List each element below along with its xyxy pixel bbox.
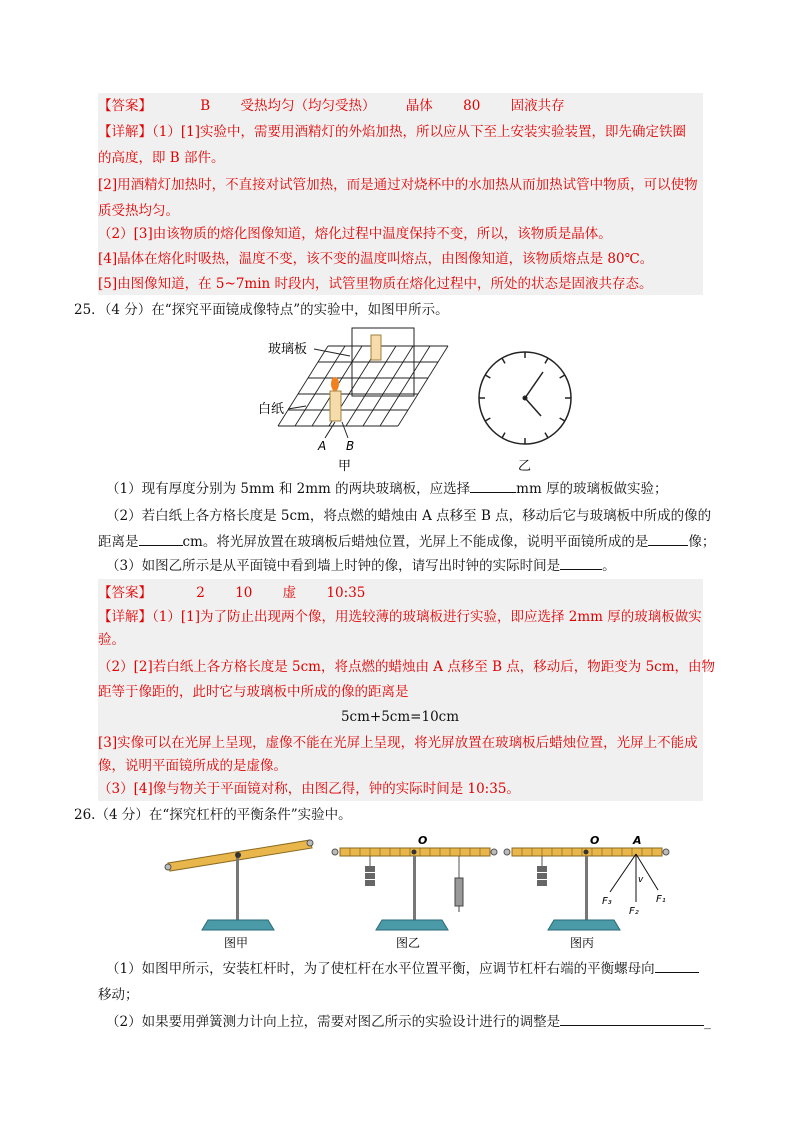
q24-detail-line: （2）[3]由该物质的熔化图像知道，熔化过程中温度保持不变，所以，该物质是晶体。 [98,226,612,242]
q25-answer-row [98,582,391,604]
q26-part2 [106,1011,711,1033]
detail-text: （1）[1]为了防止出现两个像，用选较薄的玻璃板进行实验，即应选择 2mm 厚的玻璃板做实 [152,609,702,625]
q25-part3 [106,555,616,577]
detail-label: 【详解】 [98,609,152,625]
spring-scale-icon [455,878,463,906]
label-fig-yi: 图乙 [396,936,421,950]
q26-part2-text: （2）如果要用弹簧测力计向上拉，需要对图乙所示的实验设计进行的调整是 [106,1014,561,1030]
answer-item: 固液共存 [510,98,565,114]
detail-label: 【详解】 [98,124,152,140]
q25-detail-line: （2）[2]若白纸上各方格长度是 5cm，将点燃的蜡烛由 A 点移至 B 点，移动后，物距变为 5cm，由物 [98,659,716,675]
q25-part2-text: 像； [688,534,716,550]
q25-detail-line: （3）[4]像与物关于平面镜对称，由图乙得，钟的实际时间是 10:35。 [98,781,520,797]
label-fig-bing: 图丙 [570,936,595,950]
label-F2: F₂ [629,906,639,917]
q24-detail-line: 的高度，即 B 部件。 [98,150,225,166]
q25-stem: 25．（4 分）在“探究平面镜成像特点”的实验中，如图甲所示。 [74,302,449,318]
lever-figure-yi [332,834,497,950]
grid-paper [278,346,448,426]
q24-detail-line [98,121,686,143]
label-fig-jia: 图甲 [224,936,249,950]
q26-figure [150,828,690,950]
q25-part3-text: 。 [602,558,616,574]
label-O2: O [590,834,600,847]
label-yi: 乙 [518,459,532,474]
label-A: A [318,439,327,453]
clock-icon [479,352,571,444]
q24-detail-line: [4]晶体在熔化时吸热，温度不变，该不变的温度叫熔点，由图像知道，该物质熔点是 80℃。 [98,251,654,267]
answer-label: 【答案】 [98,585,152,601]
q25-detail-line: 验。 [98,632,125,648]
flame-icon [331,377,339,391]
label-jia: 甲 [338,459,352,474]
label-v: v [638,875,644,885]
answer-blank [560,1011,704,1026]
q26-part2-text: _ [704,1014,711,1030]
q25-detail-line [98,606,702,628]
label-F3: F₃ [602,896,612,907]
q26-part1b: 移动； [98,987,139,1003]
q24-answer-row [98,95,591,117]
q24-detail-line: [5]由图像知道，在 5~7min 时段内，试管里物质在熔化过程中，所处的状态是固液共存态。 [98,276,653,292]
detail-text: （1）[1]实验中，需要用酒精灯的外焰加热，所以应从下至上安装实验装置，即先确定铁圈 [152,124,686,140]
candle [330,391,341,421]
answer-item: 受热均匀（均匀受热） [240,98,376,114]
q25-part3-text: （3）如图乙所示是从平面镜中看到墙上时钟的像，请写出时钟的实际时间是 [106,558,561,574]
q24-detail-line: [2]用酒精灯加热时，不直接对试管加热，而是通过对烧杯中的水加热从而加热试管中物质，可以使物 [98,177,698,193]
label-paper: 白纸 [258,402,285,417]
answer-item: 10:35 [326,585,366,601]
answer-item: 虚 [282,585,297,601]
answer-blank [470,478,516,493]
q25-detail-line: 像，说明平面镜所成的是虚像。 [98,758,287,774]
q25-part1-text: （1）现有厚度分别为 5mm 和 2mm 的两块玻璃板，应选择 [106,481,471,497]
q25-detail-line: [3]实像可以在光屏上呈现，虚像不能在光屏上呈现，将光屏放置在玻璃板后蜡烛位置，光屏上不能成 [98,735,698,751]
answer-item: 晶体 [405,98,433,114]
q25-part1 [106,478,668,500]
label-A: A [633,834,642,847]
answer-blank [560,555,602,570]
q26-part1 [106,958,699,980]
q25-figure [250,326,600,476]
lever-figure-jia [165,840,313,950]
q25-part2-text: cm。将光屏放置在玻璃板后蜡烛位置，光屏上不能成像，说明平面镜所成的是 [182,534,649,550]
q25-part1-text: mm 厚的玻璃板做实验； [516,481,668,497]
label-B: B [346,439,355,453]
answer-blank [655,958,699,973]
answer-blank [139,531,183,546]
q26-stem: 26.（4 分）在“探究杠杆的平衡条件”实验中。 [74,807,352,823]
label-F1: F₁ [656,894,666,905]
formula: 5cm+5cm=10cm [340,709,460,725]
q26-part1-text: （1）如图甲所示，安装杠杆时，为了使杠杆在水平位置平衡，应调节杠杆右端的平衡螺母向 [106,961,655,977]
answer-label: 【答案】 [98,98,152,114]
answer-item: B [200,98,211,114]
label-glass: 玻璃板 [268,342,308,357]
answer-blank [648,531,688,546]
label-O: O [418,834,428,847]
answer-item: 10 [235,585,253,601]
q25-part2a: （2）若白纸上各方格长度是 5cm，将点燃的蜡烛由 A 点移至 B 点，移动后它与玻璃板中所成的像的 [106,508,712,524]
q25-part2-text: 距离是 [98,534,139,550]
q25-detail-line: 距等于像距的，此时它与玻璃板中所成的像的距离是 [98,684,409,700]
answer-item: 80 [463,98,481,114]
q24-detail-line: 质受热均匀。 [98,203,179,219]
lever-figure-bing [504,834,669,950]
q25-part2b [98,531,715,553]
answer-item: 2 [196,585,205,601]
candle-image [371,335,381,360]
